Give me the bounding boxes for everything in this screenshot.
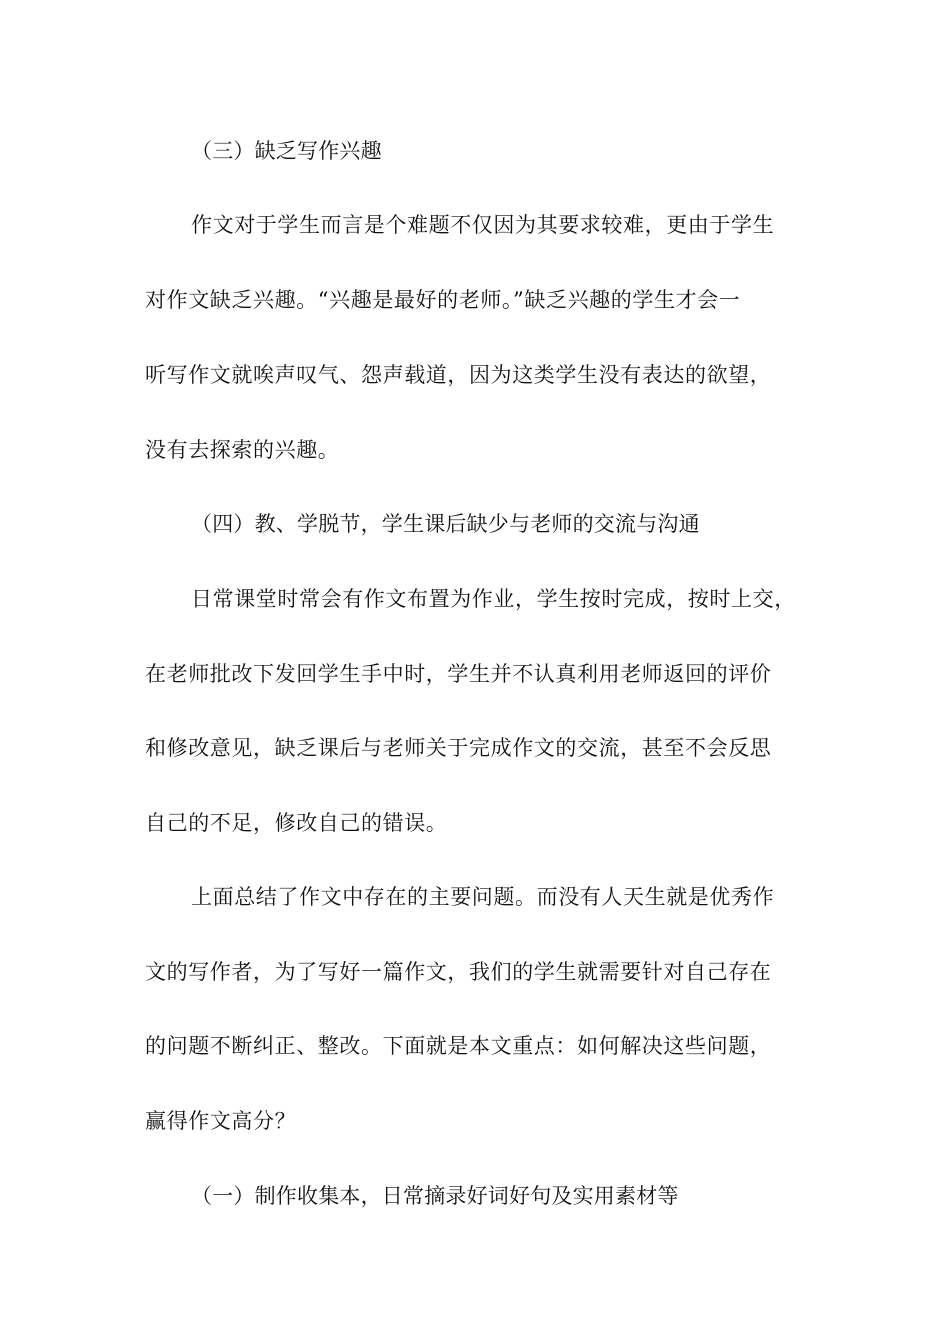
paragraph-2-line-2: 在老师批改下发回学生手中时，学生并不认真利用老师返回的评价 [145,662,772,686]
paragraph-3-line-3: 的问题不断纠正、整改。下面就是本文重点：如何解决这些问题， [145,1034,772,1058]
paragraph-3-line-1: 上面总结了作文中存在的主要问题。而没有人天生就是优秀作 [191,885,775,909]
paragraph-1-line-3: 听写作文就唉声叹气、怨声载道，因为这类学生没有表达的欲望， [145,363,772,387]
section-heading-3: （三）缺乏写作兴趣 [191,139,382,163]
paragraph-3-line-4: 赢得作文高分？ [145,1109,297,1133]
paragraph-1-line-2: 对作文缺乏兴趣。“兴趣是最好的老师。”缺乏兴趣的学生才会一 [145,288,741,312]
section-heading-1: （一）制作收集本，日常摘录好词好句及实用素材等 [191,1184,679,1208]
paragraph-1-line-1: 作文对于学生而言是个难题不仅因为其要求较难，更由于学生 [191,213,775,237]
paragraph-2-line-4: 自己的不足，修改自己的错误。 [145,811,448,835]
paragraph-2-line-3: 和修改意见，缺乏课后与老师关于完成作文的交流，甚至不会反思 [145,736,772,760]
section-heading-4: （四）教、学脱节，学生课后缺少与老师的交流与沟通 [191,512,700,536]
paragraph-2-line-1: 日常课堂时常会有作文布置为作业，学生按时完成，按时上交， [191,587,796,611]
paragraph-3-line-2: 文的写作者，为了写好一篇作文，我们的学生就需要针对自己存在 [145,960,772,984]
paragraph-1-line-4: 没有去探索的兴趣。 [145,438,340,462]
